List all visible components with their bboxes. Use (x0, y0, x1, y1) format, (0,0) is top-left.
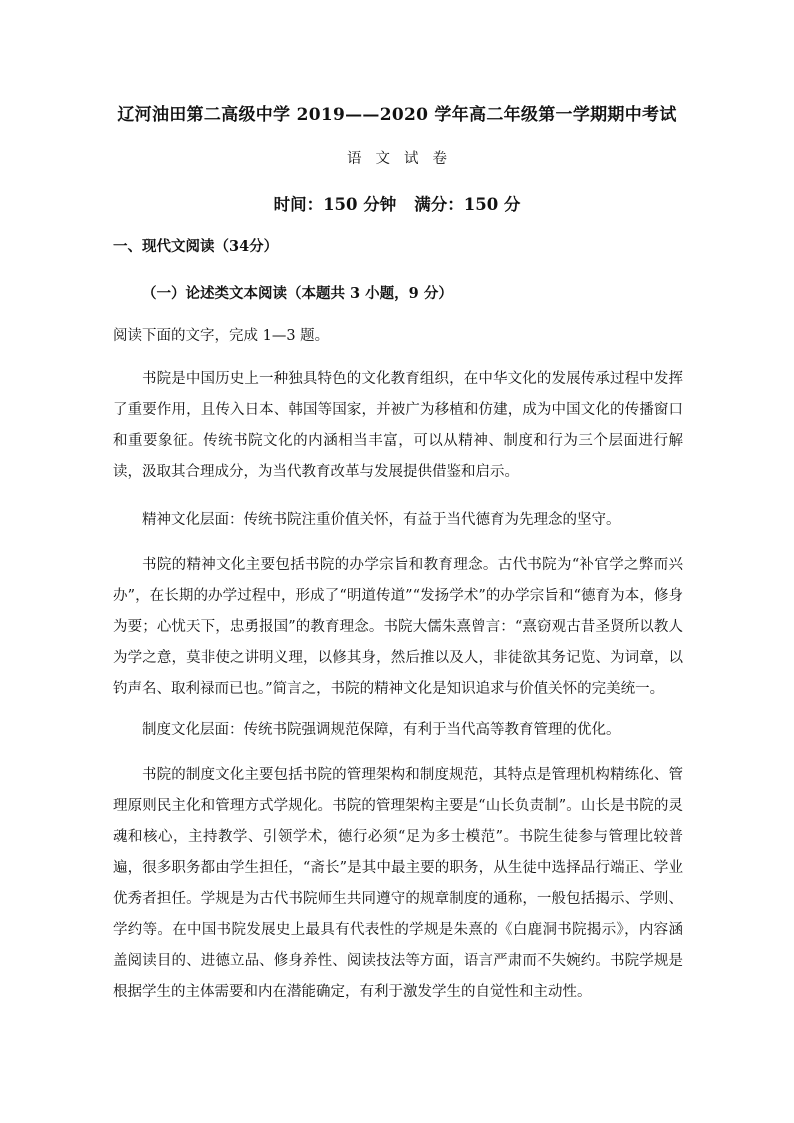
paragraph-system-body: 书院的制度文化主要包括书院的管理架构和制度规范，其特点是管理机构精练化、管理原则民主化和管理方式学规化。书院的管理架构主要是“山长负责制”。山长是书院的灵魂和核心，主持教学、引领学术，德行必须“足为多士模范”。书院生徒参与管理比较普遍，很多职务都由学生担任，“斋长”是其中最主要的职务，从生徒中选择品行端正、学业优秀者担任。学规是为古代书院师生共同遵守的规章制度的通称，一般包括揭示、学则、学约等。在中国书院发展史上最具有代表性的学规是朱熹的《白鹿洞书院揭示》，内容涵盖阅读目的、进德立品、修身养性、阅读技法等方面，语言严肃而不失婉约。书院学规是根据学生的主体需要和内在潜能确定，有利于激发学生的自觉性和主动性。 (113, 767, 683, 1000)
exam-title: 辽河油田第二高级中学 2019——2020 学年高二年级第一学期期中考试 (117, 105, 677, 125)
exam-duration: 时间：150 分钟 (273, 195, 397, 214)
exam-full-score: 满分：150 分 (414, 195, 521, 214)
paragraph-intro: 书院是中国历史上一种独具特色的文化教育组织，在中华文化的发展传承过程中发挥了重要作用，且传入日本、韩国等国家，并被广为移植和仿建，成为中国文化的传播窗口和重要象征。传统书院文化的内涵相当丰富，可以从精神、制度和行为三个层面进行解读，汲取其合理成分，为当代教育改革与发展提供借鉴和启示。 (113, 371, 683, 480)
paragraph-spirit-heading: 精神文化层面：传统书院注重价值关怀，有益于当代德育为先理念的坚守。 (142, 512, 621, 528)
reading-instruction: 阅读下面的文字，完成 1—3 题。 (113, 328, 330, 344)
time-score-line (0, 191, 794, 215)
paragraph-system-heading: 制度文化层面：传统书院强调规范保障，有利于当代高等教育管理的优化。 (142, 722, 621, 738)
subject-title: 语文试卷 (347, 151, 461, 167)
paragraph-spirit-body: 书院的精神文化主要包括书院的办学宗旨和教育理念。古代书院为“补官学之弊而兴办”，在长期的办学过程中，形成了“明道传道”“发扬学术”的办学宗旨和“德育为本，修身为要；心忧天下，忠勇报国”的教育理念。书院大儒朱熹曾言：“熹窃观古昔圣贤所以教人为学之意，莫非使之讲明义理，以修其身，然后推以及人，非徒欲其务记览、为词章，以钓声名、取利禄而已也。”简言之，书院的精神文化是知识追求与价值关怀的完美统一。 (113, 557, 683, 697)
subsection-heading: （一）论述类文本阅读（本题共 3 小题，9 分） (142, 285, 453, 302)
section-heading: 一、现代文阅读（34分） (113, 238, 279, 255)
